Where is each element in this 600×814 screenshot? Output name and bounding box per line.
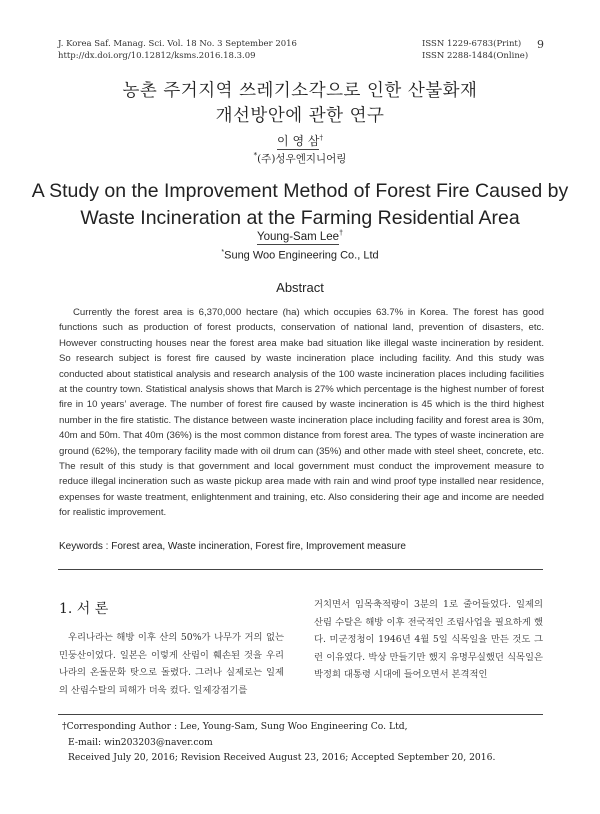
korean-affil-mark: * [253,151,258,160]
english-affiliation [0,249,600,262]
footnote-divider [58,714,543,715]
korean-author-mark: † [319,134,323,142]
footnote [62,719,495,766]
section-heading: 1. 서 론 [59,601,109,617]
abstract-text: Currently the forest area is 6,370,000 hectare (ha) which occupies 63.7% in Korea. The forest has good functions such as production of forest products, conservation of national land, prevention of disasters, etc. However constructing houses near the forest area make bad situation like illegal waste incineration by resident. So research subject is forest fire caused by waste incineration place including facility. And this study was conducted about statistical analysis and research analysis of the 100 waste incineration places including facilities at the country town. Statistical analysis shows that March is 27% which percentage is the highest number of forest fire in 10 years’ average. The number of forest fire caused by waste incineration is 45 which is the third highest number in the fire statistic. The distance between waste incineration place including facility and forest area is 30m, 40m and 50m. That 40m (36%) is the most common distance from forest area. The types of waste incineration are ground (62%), the temporary facility made with oil drum can (35%) and other made with steel sheet, concrete, etc. The result of this study is that government and local government must conduct the improvement measure to reduce illegal incineration such as waste pickup area made with rain and wind proof type installed near residence, expenses for waste treatment, enlightenment and training, etc. Also considering their age and income are needed for realistic improvement. [59,307,544,519]
english-affil-text: Sung Woo Engineering Co., Ltd [224,249,379,262]
abstract-heading: Abstract [276,280,324,295]
korean-affil-text: (주)성우엔지니어링 [257,153,347,165]
english-author-name: Young-Sam Lee [257,230,340,243]
page-number: 9 [537,38,544,51]
body-right-column: 거치면서 임목축적량이 3분의 1로 줄어들었다. 일제의 산림 수탈은 해방 이후 전국적인 조림사업을 필요하게 했다. 미군정청이 1946년 4월 5일 식목일을 만든 것도 그런 이유였다. 박상 만들기만 했지 유명무실했던 식목일은 박정희 대통령 시대에 들어오면서 본격적인 [314,599,543,681]
korean-title [0,79,600,129]
section-divider [58,569,543,570]
english-author [0,230,600,243]
korean-title-line2: 개선방안에 관한 연구 [215,106,385,126]
korean-title-line1: 농촌 주거지역 쓰레기소각으로 인한 산불화재 [122,81,478,101]
korean-author-name: 이 영 삼 [277,134,320,148]
issn-block [422,38,528,62]
issn-print: ISSN 1229-6783(Print) [422,39,522,49]
english-author-mark: † [339,230,343,237]
english-title-line1: A Study on the Improvement Method of Forest Fire Caused by [31,180,569,202]
keywords: Keywords : Forest area, Waste incineration, Forest fire, Improvement measure [59,541,406,552]
korean-author [0,132,600,149]
english-affil-mark: * [221,249,225,256]
doi-link[interactable]: http://dx.doi.org/10.12812/ksms.2016.18.3.09 [58,51,256,61]
issn-online: ISSN 2288-1484(Online) [422,51,529,61]
english-title [0,178,600,232]
journal-citation: J. Korea Saf. Manag. Sci. Vol. 18 No. 3 September 2016 [58,39,297,49]
english-title-line2: Waste Incineration at the Farming Residential Area [80,207,520,229]
journal-header [58,38,297,62]
corresponding-author: †Corresponding Author : Lee, Young-Sam, Sung Woo Engineering Co. Ltd, [62,721,408,732]
body-left-column: 우리나라는 해방 이후 산의 50%가 나무가 거의 없는 민둥산이었다. 일본은 이렇게 산림이 훼손된 것을 우리나라의 온돌문화 탓으로 돌렸다. 그러나 실제로는 일제의 산림수탈의 피해가 더욱 컸다. 일제강점기를 [59,632,284,696]
author-email[interactable]: E-mail: win203203@naver.com [68,736,213,748]
korean-affiliation [0,151,600,166]
received-dates: Received July 20, 2016; Revision Received August 23, 2016; Accepted September 20, 2016. [68,752,496,763]
